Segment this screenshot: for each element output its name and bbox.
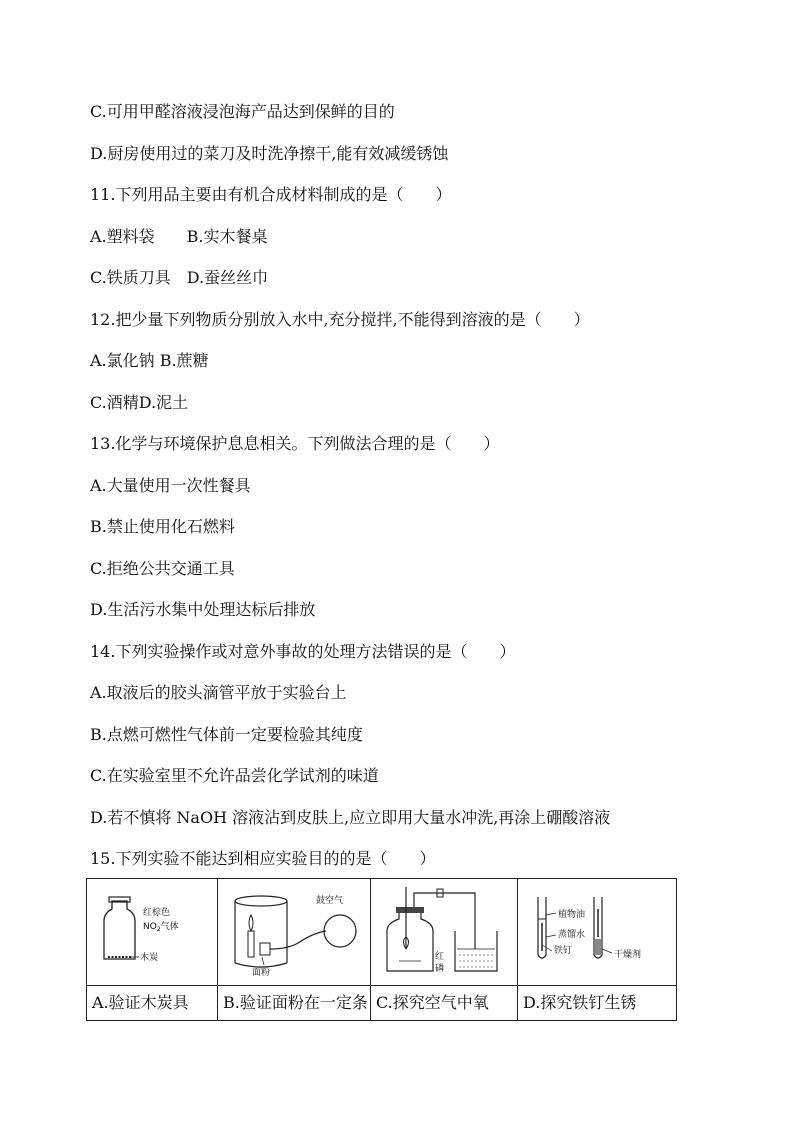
caption-a: A.验证木炭具 <box>92 993 189 1012</box>
svg-text:面粉: 面粉 <box>252 968 271 978</box>
figure-cell-a <box>87 879 218 986</box>
caption-d: D.探究铁钉生锈 <box>523 993 637 1012</box>
svg-text:蒸馏水: 蒸馏水 <box>558 930 586 940</box>
question-12: 12.把少量下列物质分别放入水中,充分搅拌,不能得到溶液的是（ ） <box>90 310 590 329</box>
svg-text:红: 红 <box>435 952 445 962</box>
svg-text:铁钉: 铁钉 <box>554 946 573 956</box>
option-13d: D.生活污水集中处理达标后排放 <box>90 600 316 619</box>
option-13b: B.禁止使用化石燃料 <box>90 517 235 536</box>
question-15: 15.下列实验不能达到相应实验目的的是（ ） <box>90 849 436 868</box>
figure-cell-c <box>371 879 518 986</box>
option-14c: C.在实验室里不允许品尝化学试剂的味道 <box>90 766 379 785</box>
options-11-ab: A.塑料袋 B.实木餐桌 <box>90 227 268 246</box>
option-14b: B.点燃可燃性气体前一定要检验其纯度 <box>90 725 363 744</box>
option-10d: D.厨房使用过的菜刀及时洗净擦干,能有效减缓锈蚀 <box>90 144 449 163</box>
svg-text:植物油: 植物油 <box>558 910 586 920</box>
options-11-cd: C.铁质刀具 D.蚕丝丝巾 <box>90 268 269 287</box>
caption-c: C.探究空气中氧 <box>376 993 489 1012</box>
option-10c: C.可用甲醛溶液浸泡海产品达到保鲜的目的 <box>90 102 395 121</box>
svg-text:磷: 磷 <box>435 964 445 974</box>
flour-dust-explosion-diagram <box>218 879 370 985</box>
question-13: 13.化学与环境保护息息相关。下列做法合理的是（ ） <box>90 434 500 453</box>
option-13c: C.拒绝公共交通工具 <box>90 559 235 578</box>
experiment-table <box>86 878 677 1021</box>
options-12-cd: C.酒精D.泥土 <box>90 393 189 412</box>
bottle-charcoal-diagram <box>87 879 217 985</box>
option-13a: A.大量使用一次性餐具 <box>90 476 251 495</box>
svg-text:木炭: 木炭 <box>140 953 159 963</box>
option-14d: D.若不慎将 NaOH 溶液沾到皮肤上,应立即用大量水冲洗,再涂上硼酸溶液 <box>90 808 611 827</box>
svg-text:鼓空气: 鼓空气 <box>316 896 344 906</box>
options-12-ab: A.氯化钠 B.蔗糖 <box>90 351 209 370</box>
figure-row <box>87 879 677 986</box>
svg-text:NO2气体: $NO_2$气体 <box>143 922 179 933</box>
red-phosphorus-oxygen-diagram <box>371 879 517 985</box>
question-11: 11.下列用品主要由有机合成材料制成的是（ ） <box>90 185 452 204</box>
figure-cell-d <box>518 879 677 986</box>
caption-row <box>87 986 677 1021</box>
caption-b: B.验证面粉在一定条 <box>223 993 368 1012</box>
question-14: 14.下列实验操作或对意外事故的处理方法错误的是（ ） <box>90 642 516 661</box>
figure-cell-b <box>218 879 371 986</box>
svg-text:红棕色: 红棕色 <box>143 908 171 918</box>
option-14a: A.取液后的胶头滴管平放于实验台上 <box>90 683 347 702</box>
iron-nail-rust-diagram <box>518 879 676 985</box>
svg-text:干燥剂: 干燥剂 <box>614 950 642 960</box>
